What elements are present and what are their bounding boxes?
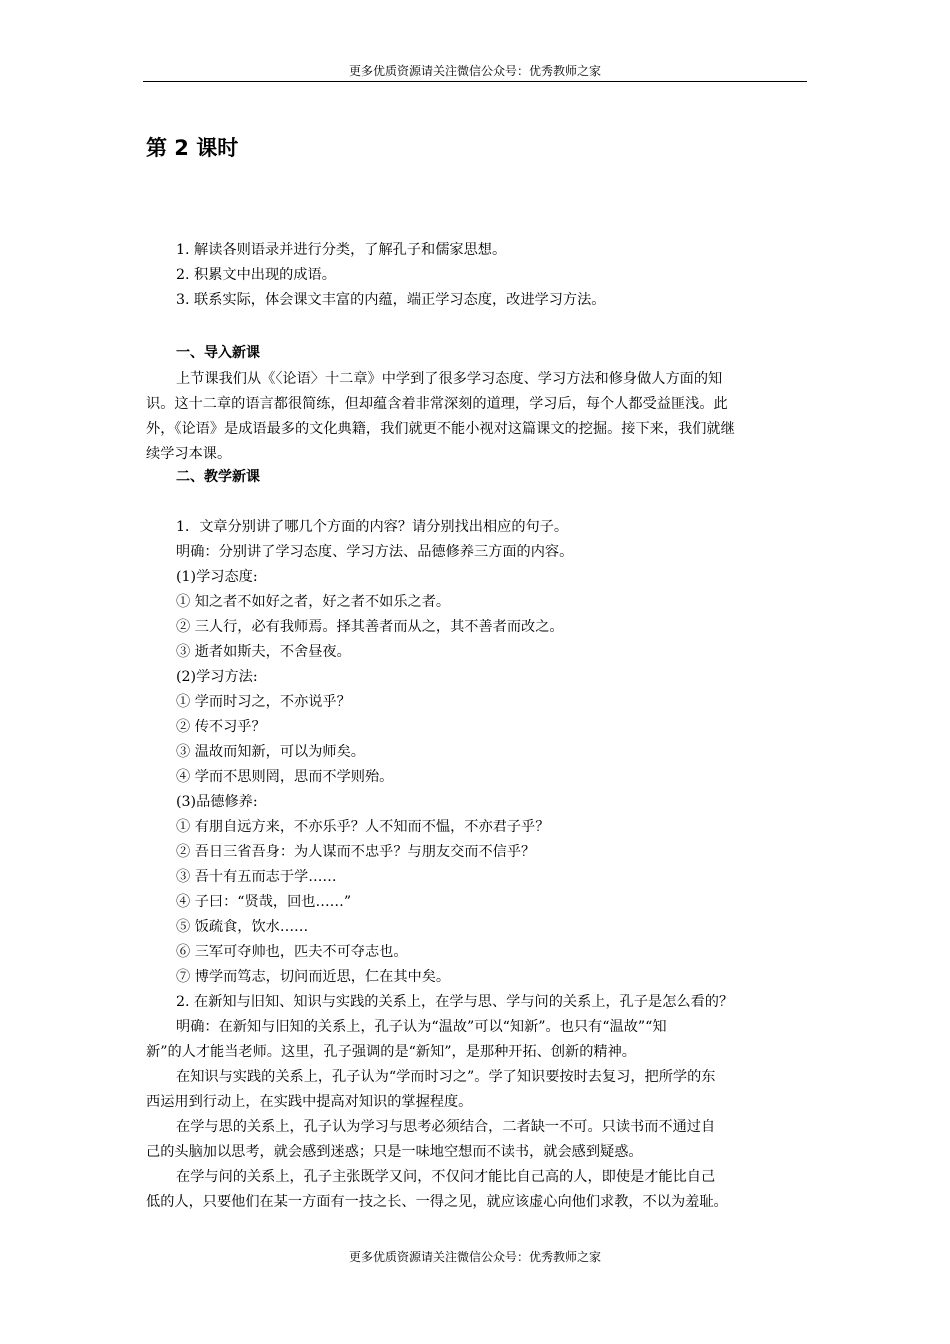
quote-item: ④ 学而不思则罔，思而不学则殆。 (176, 769, 394, 785)
paragraph-line: 在学与思的关系上，孔子认为学习与思考必须结合，二者缺一不可。只读书而不通过自 (176, 1119, 716, 1135)
objective-item: 2. 积累文中出现的成语。 (176, 267, 336, 283)
answer-1: 明确：分别讲了学习态度、学习方法、品德修养三方面的内容。 (176, 544, 574, 560)
quote-item: ① 知之者不如好之者，好之者不如乐之者。 (176, 594, 451, 610)
paragraph-line: 己的头脑加以思考，就会感到迷惑；只是一味地空想而不读书，就会感到疑惑。 (146, 1144, 643, 1160)
quote-item: ③ 吾十有五而志于学…… (176, 869, 337, 885)
group-title-attitude: (1)学习态度: (176, 569, 258, 585)
section-heading-intro: 一、导入新课 (176, 345, 260, 361)
page-footer: 更多优质资源请关注微信公众号：优秀教师之家 (348, 1250, 601, 1264)
paragraph-line: 低的人，只要他们在某一方面有一技之长、一得之见，就应该虚心向他们求教，不以为羞耻。 (146, 1194, 728, 1210)
quote-item: ② 三人行，必有我师焉。择其善者而从之，其不善者而改之。 (176, 619, 564, 635)
paragraph-line: 明确：在新知与旧知的关系上，孔子认为“温故”可以“知新”。也只有“温故”“知 (176, 1019, 667, 1035)
group-title-virtue: (3)品德修养: (176, 794, 258, 810)
quote-item: ③ 温故而知新，可以为师矣。 (176, 744, 365, 760)
paragraph-line: 在知识与实践的关系上，孔子认为“学而时习之”。学了知识要按时去复习，把所学的东 (176, 1069, 716, 1085)
quote-item: ① 学而时习之，不亦说乎？ (176, 694, 351, 710)
paragraph-line: 上节课我们从《〈论语〉十二章》中学到了很多学习态度、学习方法和修身做人方面的知 (176, 371, 723, 387)
paragraph-line: 在学与问的关系上，孔子主张既学又问，不仅问才能比自己高的人，即使是才能比自己 (176, 1169, 716, 1185)
question-1: 1．文章分别讲了哪几个方面的内容？请分别找出相应的句子。 (176, 519, 569, 535)
page-header: 更多优质资源请关注微信公众号：优秀教师之家 (348, 64, 601, 78)
objective-item: 3. 联系实际，体会课文丰富的内蕴，端正学习态度，改进学习方法。 (176, 292, 606, 308)
quote-item: ⑤ 饭疏食，饮水…… (176, 919, 309, 935)
paragraph-line: 外，《论语》是成语最多的文化典籍，我们就更不能小视对这篇课文的挖掘。接下来，我们就继 (146, 421, 735, 437)
question-2: 2. 在新知与旧知、知识与实践的关系上，在学与思、学与问的关系上，孔子是怎么看的？ (176, 994, 734, 1010)
paragraph-line: 续学习本课。 (146, 446, 232, 462)
quote-item: ① 有朋自远方来，不亦乐乎？人不知而不愠，不亦君子乎？ (176, 819, 550, 835)
quote-item: ④ 子曰：“贤哉，回也……” (176, 894, 352, 910)
paragraph-line: 新”的人才能当老师。这里，孔子强调的是“新知”，是那种开拓、创新的精神。 (146, 1044, 636, 1060)
quote-item: ⑥ 三军可夺帅也，匹夫不可夺志也。 (176, 944, 408, 960)
paragraph-line: 识。这十二章的语言都很简练，但却蕴含着非常深刻的道理，学习后，每个人都受益匪浅。此 (146, 396, 728, 412)
quote-item: ② 吾日三省吾身：为人谋而不忠乎？与朋友交而不信乎？ (176, 844, 536, 860)
page-title: 第 2 课时 (146, 136, 239, 160)
objective-item: 1. 解读各则语录并进行分类，了解孔子和儒家思想。 (176, 242, 507, 258)
quote-item: ② 传不习乎？ (176, 719, 266, 735)
quote-item: ⑦ 博学而笃志，切问而近思，仁在其中矣。 (176, 969, 451, 985)
group-title-method: (2)学习方法: (176, 669, 258, 685)
quote-item: ③ 逝者如斯夫，不舍昼夜。 (176, 644, 351, 660)
header-divider (143, 81, 807, 82)
section-heading-teaching: 二、教学新课 (176, 469, 260, 485)
paragraph-line: 西运用到行动上，在实践中提高对知识的掌握程度。 (146, 1094, 473, 1110)
